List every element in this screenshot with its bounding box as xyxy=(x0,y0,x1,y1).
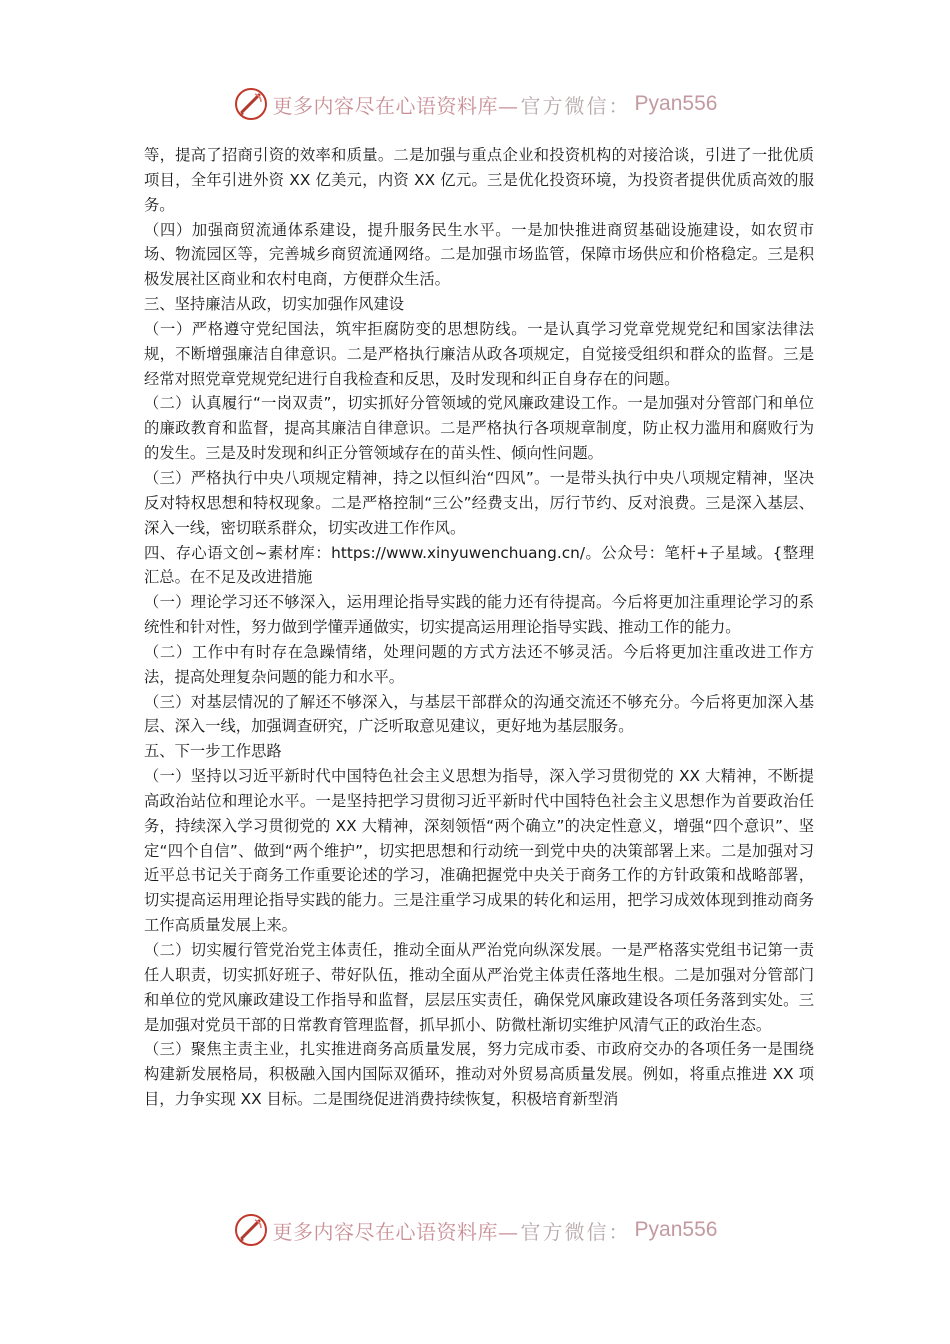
watermark-wechat-id: Pyan556 xyxy=(634,1218,718,1241)
watermark-wechat-id: Pyan556 xyxy=(634,92,718,115)
paragraph-2: （四）加强商贸流通体系建设，提升服务民生水平。一是加快推进商贸基础设施建设，如农贸市场、物流园区等，完善城乡商贸流通网络。二是加强市场监管，保障市场供应和价格稳定。三是积极发展社区商业和农村电商，方便群众生活。 xyxy=(144,220,814,289)
paragraph-8: （一）理论学习还不够深入，运用理论指导实践的能力还有待提高。今后将更加注重理论学习的系统性和针对性，努力做到学懂弄通做实，切实提高运用理论指导实践、推动工作的能力。 xyxy=(144,593,814,637)
watermark-wechat-label: 官方微信： xyxy=(520,93,631,118)
section-heading-4: 四、存心语文创~素材库：https://www.xinyuwenchuang.cn/。公众号：笔杆+子星域。{整理汇总。在不足及改进措施 xyxy=(144,543,814,587)
watermark-banner-bottom xyxy=(0,1210,950,1250)
document-body xyxy=(144,143,814,1112)
paragraph-4: （一）严格遵守党纪国法，筑牢拒腐防变的思想防线。一是认真学习党章党规党纪和国家法律法规，不断增强廉洁自律意识。二是严格执行廉洁从政各项规定，自觉接受组织和群众的监督。三是经常对照党章党规党纪进行自我检查和反思，及时发现和纠正自身存在的问题。 xyxy=(144,319,814,388)
paragraph-13: （二）切实履行管党治党主体责任，推动全面从严治党向纵深发展。一是严格落实党组书记第一责任人职责，切实抓好班子、带好队伍，推动全面从严治党主体责任落地生根。二是加强对分管部门和单位的党风廉政建设工作指导和监督，层层压实责任，确保党风廉政建设各项任务落到实处。三是加强对党员干部的日常教育管理监督，抓早抓小、防微杜渐切实维护风清气正的政治生态。 xyxy=(144,941,814,1034)
paragraph-12: （一）坚持以习近平新时代中国特色社会主义思想为指导，深入学习贯彻党的 XX 大精神，不断提高政治站位和理论水平。一是坚持把学习贯彻习近平新时代中国特色社会主义思想作为首要政治任务，持续深入学习贯彻党的 XX 大精神，深刻领悟“两个确立”的决定性意义，增强“四个意识”、坚定“四个自信”、做到“两个维护”，切实把思想和行动统一到党中央的决策部署上来。二是加强对习近平总书记关于商务工作重要论述的学习，准确把握党中央关于商务工作的方针政策和战略部署，切实提高运用理论指导实践的能力。三是注重学习成果的转化和运用，把学习成效体现到推动商务工作高质量发展上来。 xyxy=(144,767,814,935)
pen-logo-icon xyxy=(233,1212,269,1248)
paragraph-6: （三）严格执行中央八项规定精神，持之以恒纠治“四风”。一是带头执行中央八项规定精神，坚决反对特权思想和特权现象。二是严格控制“三公”经费支出，厉行节约、反对浪费。三是深入基层、深入一线，密切联系群众，切实改进工作作风。 xyxy=(144,468,814,537)
section-heading-5: 五、下一步工作思路 xyxy=(144,742,282,761)
watermark-main-text: 更多内容尽在心语资料库— xyxy=(272,93,519,118)
paragraph-1: 等，提高了招商引资的效率和质量。二是加强与重点企业和投资机构的对接洽谈，引进了一批优质项目，全年引进外资 XX 亿美元，内资 XX 亿元。三是优化投资环境，为投资者提供优质高效的服务。 xyxy=(144,146,814,214)
pen-logo-icon xyxy=(233,86,269,122)
watermark-wechat-label: 官方微信： xyxy=(520,1219,631,1244)
section-heading-3: 三、坚持廉洁从政，切实加强作风建设 xyxy=(144,295,405,314)
watermark-main-text: 更多内容尽在心语资料库— xyxy=(272,1219,519,1244)
paragraph-9: （二）工作中有时存在急躁情绪，处理问题的方式方法还不够灵活。今后将更加注重改进工作方法，提高处理复杂问题的能力和水平。 xyxy=(144,642,814,686)
watermark-banner-top xyxy=(0,84,950,124)
paragraph-14: （三）聚焦主责主业，扎实推进商务高质量发展，努力完成市委、市政府交办的各项任务一是围绕构建新发展格局，积极融入国内国际双循环，推动对外贸易高质量发展。例如，将重点推进 XX 项目，力争实现 XX 目标。二是围绕促进消费持续恢复，积极培育新型消 xyxy=(144,1040,814,1109)
paragraph-10: （三）对基层情况的了解还不够深入，与基层干部群众的沟通交流还不够充分。今后将更加深入基层、深入一线，加强调查研究，广泛听取意见建议，更好地为基层服务。 xyxy=(144,692,814,736)
paragraph-5: （二）认真履行“一岗双责”，切实抓好分管领域的党风廉政建设工作。一是加强对分管部门和单位的廉政教育和监督，提高其廉洁自律意识。二是严格执行各项规章制度，防止权力滥用和腐败行为的发生。三是及时发现和纠正分管领域存在的苗头性、倾向性问题。 xyxy=(144,394,814,463)
